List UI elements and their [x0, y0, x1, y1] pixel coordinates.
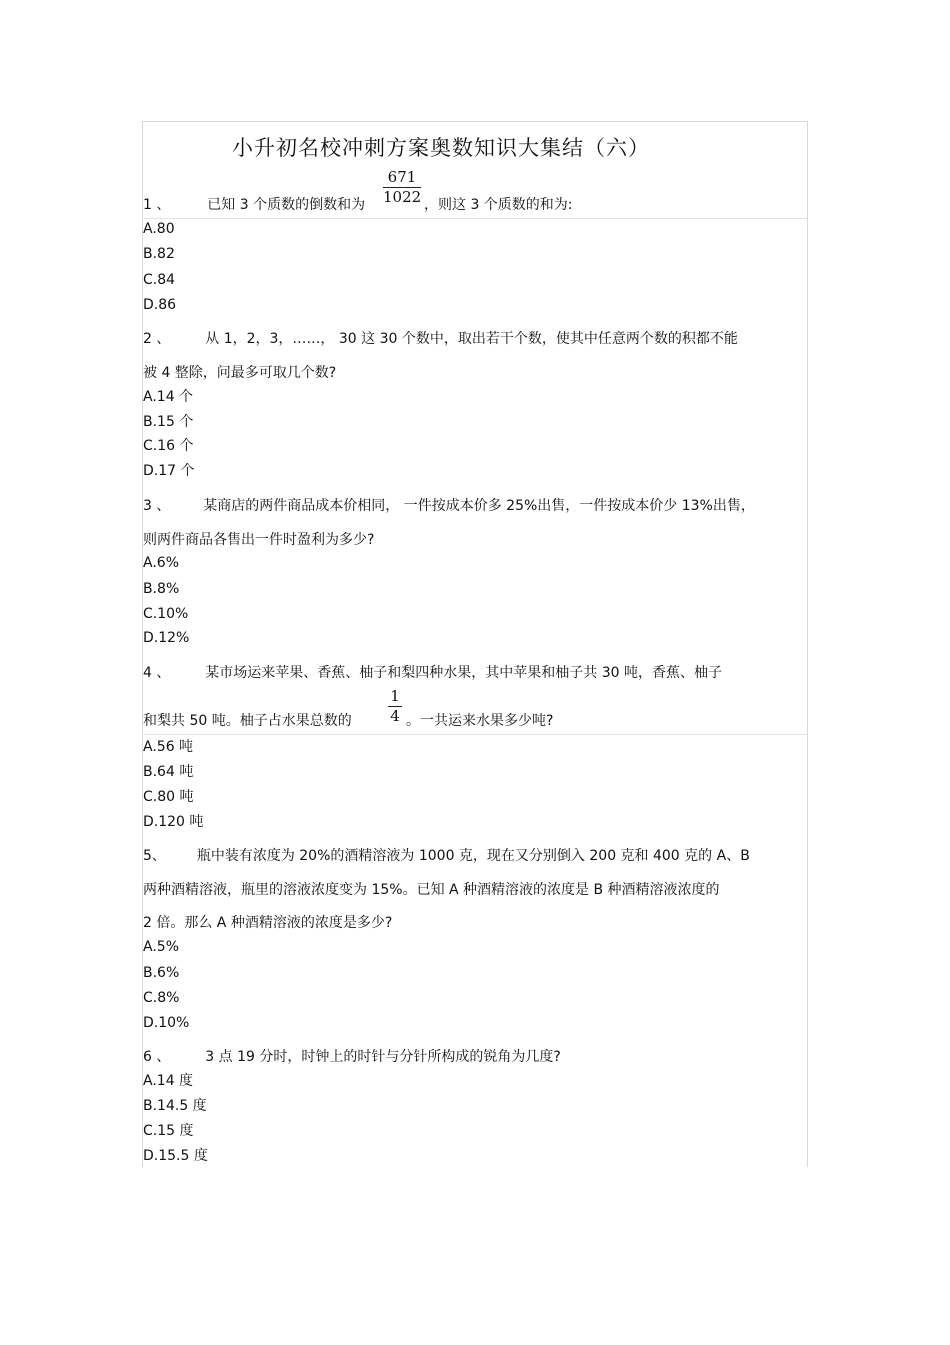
option: D.15.5 度 — [143, 1148, 208, 1164]
option: A.80 — [143, 221, 175, 237]
fraction-numerator: 671 — [387, 168, 417, 186]
question-text-cont: 2 倍。那么 A 种酒精溶液的浓度是多少? — [143, 915, 393, 931]
question-number: 1 、 — [143, 197, 171, 213]
option: B.14.5 度 — [143, 1098, 207, 1114]
question-2 — [143, 330, 738, 348]
option: C.80 吨 — [143, 789, 194, 805]
option: A.14 度 — [143, 1073, 194, 1089]
question-6 — [143, 1048, 561, 1066]
question-text-cont: 两种酒精溶液，瓶里的溶液浓度变为 15%。已知 A 种酒精溶液的浓度是 B 种酒精溶液浓度的 — [143, 882, 720, 898]
question-number: 6 、 — [143, 1049, 171, 1065]
question-text: 瓶中装有浓度为 20%的酒精溶液为 1000 克，现在又分别倒入 200 克和 400 克的 A、B — [196, 848, 750, 864]
option: B.8% — [143, 581, 180, 597]
question-text-cont: 。一共运来水果多少吨? — [406, 713, 554, 729]
fraction-671-1022 — [383, 169, 421, 206]
option: D.17 个 — [143, 463, 195, 479]
question-text-cont: 和梨共 50 吨。柚子占水果总数的 — [143, 713, 352, 729]
divider — [142, 218, 807, 219]
option: C.10% — [143, 606, 189, 622]
question-4 — [143, 664, 722, 682]
option: A.56 吨 — [143, 739, 194, 755]
option: A.6% — [143, 555, 179, 571]
fraction-1-4 — [388, 688, 402, 725]
question-number: 5、 — [143, 848, 166, 864]
option: A.5% — [143, 939, 179, 955]
question-text: 已知 3 个质数的倒数和为 — [207, 197, 366, 213]
option: C.8% — [143, 990, 180, 1006]
question-text-cont: ，则这 3 个质数的和为: — [424, 197, 573, 213]
fraction-denominator: 1022 — [383, 188, 422, 206]
question-number: 4 、 — [143, 665, 171, 681]
fraction-denominator: 4 — [390, 707, 400, 725]
question-number: 3 、 — [143, 498, 171, 514]
document-frame — [142, 121, 808, 1167]
question-text: 3 点 19 分时，时钟上的时针与分针所构成的锐角为几度? — [205, 1049, 561, 1065]
option: C.84 — [143, 272, 176, 288]
option: D.86 — [143, 297, 177, 313]
divider — [142, 734, 807, 735]
option: D.120 吨 — [143, 814, 204, 830]
question-text-cont: 则两件商品各售出一件时盈利为多少? — [143, 532, 375, 548]
question-text: 从 1，2，3，……， 30 这 30 个数中，取出若干个数，使其中任意两个数的积都不能 — [205, 331, 738, 347]
question-1 — [143, 196, 365, 214]
question-text-cont: 被 4 整除，问最多可取几个数? — [143, 365, 337, 381]
question-text: 某市场运来苹果、香蕉、柚子和梨四种水果，其中苹果和柚子共 30 吨，香蕉、柚子 — [205, 665, 722, 681]
option: B.15 个 — [143, 414, 194, 430]
option: D.10% — [143, 1015, 190, 1031]
question-text: 某商店的两件商品成本价相同， 一件按成本价多 25%出售，一件按成本价少 13%出售， — [203, 498, 755, 514]
option: C.15 度 — [143, 1123, 194, 1139]
option: B.6% — [143, 965, 180, 981]
option: C.16 个 — [143, 438, 194, 454]
option: B.64 吨 — [143, 764, 194, 780]
question-3 — [143, 497, 755, 515]
option: B.82 — [143, 246, 175, 262]
option: D.12% — [143, 630, 190, 646]
question-5 — [143, 847, 750, 865]
fraction-numerator: 1 — [390, 687, 400, 705]
option: A.14 个 — [143, 389, 194, 405]
question-number: 2 、 — [143, 331, 171, 347]
page-title: 小升初名校冲刺方案奥数知识大集结（六） — [232, 136, 650, 160]
